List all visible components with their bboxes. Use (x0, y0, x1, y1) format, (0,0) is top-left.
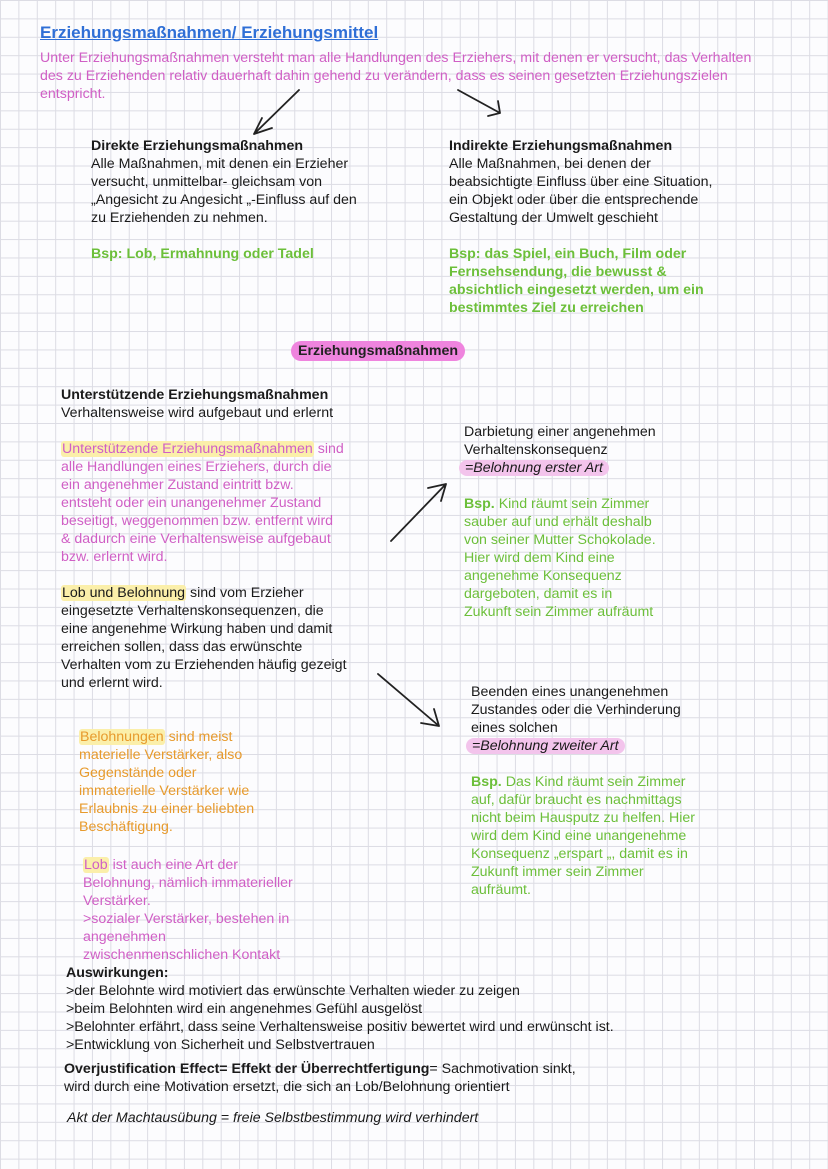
supportive-definition-highlight: Unterstützende Erziehungsmaßnahmen (62, 441, 313, 457)
direct-line: versucht, unmittelbar- gleichsam von (91, 174, 323, 190)
supportive-definition-line: & dadurch eine Verhaltensweise aufgebaut (61, 531, 331, 547)
first-kind-example-prefix: Bsp. (464, 496, 495, 512)
supportive-definition-rest: sind (313, 441, 344, 457)
first-kind-label-wrapper (459, 459, 656, 477)
supportive-definition-line: beseitigt, weggenommen bzw. entfernt wird (61, 513, 334, 529)
indirect-heading: Indirekte Erziehungsmaßnahmen (449, 138, 673, 154)
lob-line: angenehmen (83, 929, 166, 945)
indirect-line: ein Objekt oder über die entsprechende (449, 192, 699, 208)
supportive-subheading: Verhaltensweise wird aufgebaut und erlernt (61, 405, 334, 421)
effects-item: >der Belohnte wird motiviert das erwünschte Verhalten wieder zu zeigen (66, 983, 520, 999)
second-kind-line: Beenden eines unangenehmen (471, 684, 669, 700)
indirect-example-line: absichtlich eingesetzt werden, um ein (449, 282, 704, 298)
first-kind-example-line: Hier wird dem Kind eine (464, 550, 615, 566)
first-kind-example-rest: Kind räumt sein Zimmer (494, 496, 650, 512)
first-kind-line: Verhaltenskonsequenz (464, 442, 608, 458)
lob-line: zwischenmenschlichen Kontakt (83, 947, 281, 963)
lob-belohnung-line: Verhalten vom zu Erziehenden häufig gezeigt (61, 657, 347, 673)
second-kind-line: Zustandes oder die Verhinderung (471, 702, 681, 718)
belohnungen-line: Gegenstände oder (79, 765, 197, 781)
effects-item: >Entwicklung von Sicherheit und Selbstvertrauen (66, 1037, 375, 1053)
first-kind-label: =Belohnung erster Art (459, 460, 609, 476)
lob-belohnung-rest: sind vom Erzieher (186, 585, 304, 601)
first-kind-example-first-line (464, 495, 656, 513)
effects-block (66, 964, 614, 1054)
lob-block (83, 856, 293, 964)
direct-line: Alle Maßnahmen, mit denen ein Erzieher (91, 156, 349, 172)
second-kind-example-prefix: Bsp. (471, 774, 502, 790)
overjustification-block (64, 1060, 576, 1096)
second-kind-example-line: Konsequenz „erspart „, damit es in (471, 846, 688, 862)
first-kind-example-line: angenehme Konsequenz (464, 568, 622, 584)
overjustification-first-line (64, 1060, 576, 1078)
lob-belohnung-line: erreichen sollen, dass das erwünschte (61, 639, 303, 655)
supportive-heading: Unterstützende Erziehungsmaßnahmen (61, 387, 329, 403)
direct-example: Bsp: Lob, Ermahnung oder Tadel (91, 246, 314, 262)
intro-line: des zu Erziehenden relativ dauerhaft dahin gehend zu verändern, dass es seinen gesetzten Erziehungszielen (40, 68, 728, 84)
overjustification-line: wird durch eine Motivation ersetzt, die sich an Lob/Belohnung orientiert (64, 1079, 510, 1095)
belohnungen-rest: sind meist (164, 729, 233, 745)
direct-heading: Direkte Erziehungsmaßnahmen (91, 138, 304, 154)
overjustification-term: Overjustification Effect= Effekt der Überrechtfertigung (64, 1061, 430, 1077)
first-kind-block (464, 423, 656, 621)
lob-first-line (83, 856, 293, 874)
indirect-line: beabsichtigte Einfluss über eine Situation, (449, 174, 713, 190)
first-kind-example-line: von seiner Mutter Schokolade. (464, 532, 656, 548)
second-kind-label-wrapper (466, 737, 695, 755)
supportive-definition-line: alle Handlungen eines Erziehers, durch die (61, 459, 332, 475)
lob-line: >sozialer Verstärker, bestehen in (83, 911, 290, 927)
first-kind-example-line: dargeboten, damit es in (464, 586, 613, 602)
lob-line: Belohnung, nämlich immaterieller (83, 875, 293, 891)
belohnungen-highlight: Belohnungen (80, 729, 164, 745)
lob-belohnung-highlight: Lob und Belohnung (62, 585, 186, 601)
lob-belohnung-line: eingesetzte Verhaltenskonsequenzen, die (61, 603, 324, 619)
belohnungen-line: Beschäftigung. (79, 819, 173, 835)
first-kind-line: Darbietung einer angenehmen (464, 424, 656, 440)
overjustification-rest: = Sachmotivation sinkt, (429, 1061, 576, 1077)
intro-line: Unter Erziehungsmaßnahmen versteht man alle Handlungen des Erziehers, mit denen er versucht, das Verhalten (40, 50, 752, 66)
supportive-definition-line: bzw. erlernt wird. (61, 549, 168, 565)
center-label: Erziehungsmaßnahmen (291, 341, 465, 361)
indirect-example-line: bestimmtes Ziel zu erreichen (449, 300, 644, 316)
second-kind-example-rest: Das Kind räumt sein Zimmer (501, 774, 686, 790)
second-kind-example-line: nicht beim Hausputz zu helfen. Hier (471, 810, 695, 826)
lob-belohnung-line: eine angenehme Wirkung haben und damit (61, 621, 333, 637)
second-kind-example-first-line (471, 773, 695, 791)
belohnungen-line: immaterielle Verstärker wie (79, 783, 250, 799)
first-kind-example-line: Zukunft sein Zimmer aufräumt (464, 604, 654, 620)
second-kind-example-line: wird dem Kind eine unangenehme (471, 828, 687, 844)
intro-line: entspricht. (40, 86, 106, 102)
second-kind-label: =Belohnung zweiter Art (466, 738, 625, 754)
belohnungen-line: materielle Verstärker, also (79, 747, 243, 763)
indirect-line: Gestaltung der Umwelt geschieht (449, 210, 658, 226)
direct-line: zu Erziehenden zu nehmen. (91, 210, 268, 226)
second-kind-example-line: aufräumt. (471, 882, 531, 898)
lob-rest: ist auch eine Art der (108, 857, 239, 873)
page-title: Erziehungsmaßnahmen/ Erziehungsmittel (40, 23, 379, 42)
second-kind-example-line: auf, dafür braucht es nachmittags (471, 792, 682, 808)
indirect-example-line: Fernsehsendung, die bewusst & (449, 264, 667, 280)
lob-belohnung-line: und erlernt wird. (61, 675, 163, 691)
direct-line: „Angesicht zu Angesicht „-Einfluss auf den (91, 192, 357, 208)
belohnungen-line: Erlaubnis zu einer beliebten (79, 801, 255, 817)
effects-item: >Belohnter erfährt, dass seine Verhaltensweise positiv bewertet wird und erwünscht ist. (66, 1019, 614, 1035)
indirect-line: Alle Maßnahmen, bei denen der (449, 156, 651, 172)
second-kind-line: eines solchen (471, 720, 558, 736)
supportive-definition-line: ein angenehmer Zustand eintritt bzw. (61, 477, 294, 493)
power-statement: Akt der Machtausübung = freie Selbstbestimmung wird verhindert (67, 1110, 479, 1126)
second-kind-example-line: Zukunft immer sein Zimmer (471, 864, 644, 880)
second-kind-block (471, 683, 695, 899)
supportive-definition-line: entsteht oder ein unangenehmer Zustand (61, 495, 322, 511)
effects-item: >beim Belohnten wird ein angenehmes Gefühl ausgelöst (66, 1001, 423, 1017)
first-kind-example-line: sauber auf und erhält deshalb (464, 514, 652, 530)
lob-highlight: Lob (84, 857, 108, 873)
lob-line: Verstärker. (83, 893, 151, 909)
effects-heading: Auswirkungen: (66, 965, 169, 981)
indirect-example-line: Bsp: das Spiel, ein Buch, Film oder (449, 246, 687, 262)
